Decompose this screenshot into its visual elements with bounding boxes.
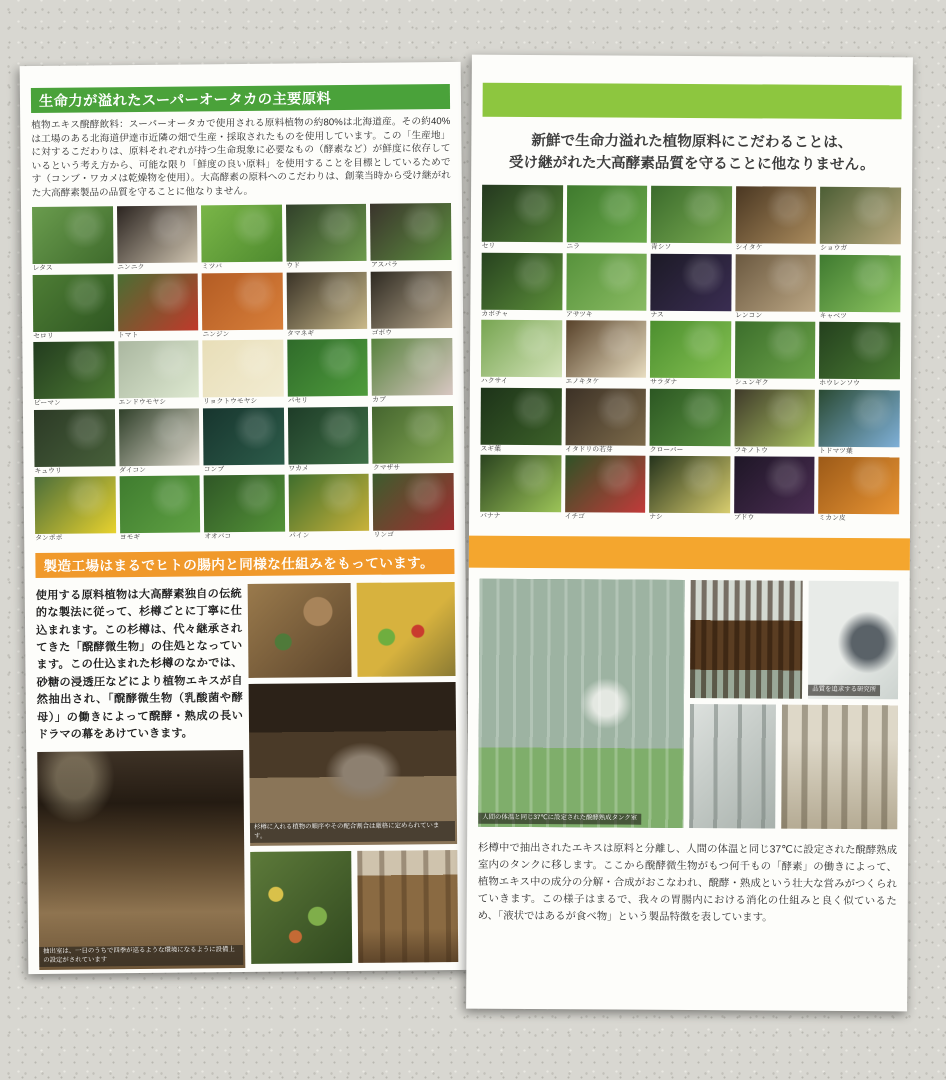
ingredient-photo bbox=[819, 457, 900, 514]
ingredient-label: キャベツ bbox=[819, 312, 847, 320]
ingredient-photo bbox=[117, 206, 198, 264]
ingredient-label: シュンギク bbox=[734, 379, 769, 387]
ingredient-photo bbox=[370, 203, 451, 261]
ingredient-label: ニンニク bbox=[117, 264, 145, 272]
ingredient-cell bbox=[32, 206, 113, 273]
ingredient-label: ブドウ bbox=[733, 514, 755, 522]
ingredient-cell bbox=[33, 341, 114, 408]
brochure-left-page bbox=[20, 62, 470, 974]
ingredient-cell bbox=[735, 322, 816, 389]
ingredient-cell bbox=[288, 474, 369, 541]
ingredient-cell bbox=[118, 341, 199, 408]
ingredient-photo bbox=[32, 206, 113, 264]
ingredient-photo bbox=[118, 341, 199, 399]
ingredient-label: サラダナ bbox=[650, 379, 678, 387]
ingredient-label: タンポポ bbox=[35, 534, 63, 543]
barrel-rows-photo bbox=[357, 850, 459, 963]
ingredient-photo bbox=[735, 322, 816, 379]
ingredient-cell bbox=[201, 205, 282, 272]
ingredient-photo bbox=[203, 407, 284, 465]
ingredient-photo bbox=[482, 185, 563, 242]
ingredient-photo bbox=[117, 273, 198, 331]
ingredient-label: ゴボウ bbox=[371, 329, 393, 337]
ingredient-label: オオバコ bbox=[204, 533, 232, 541]
ingredient-label: セリ bbox=[481, 243, 496, 251]
barrel-filling-caption: 杉樽に入れる植物の順序やその配合割合は厳格に定められています。 bbox=[250, 821, 455, 843]
ingredient-label: カボチャ bbox=[481, 310, 509, 318]
ingredient-cell bbox=[202, 340, 283, 407]
ingredient-cell bbox=[565, 388, 646, 455]
ingredient-label: バナナ bbox=[480, 513, 501, 521]
right-orange-band bbox=[469, 535, 910, 570]
ingredient-photo bbox=[33, 274, 114, 332]
ingredient-photo bbox=[481, 388, 562, 445]
ingredient-label: カブ bbox=[372, 396, 386, 404]
ingredient-photo bbox=[481, 320, 562, 377]
extraction-room-photo bbox=[37, 750, 245, 970]
ingredient-label: エンドウモヤシ bbox=[118, 398, 167, 407]
ingredient-cell bbox=[286, 271, 367, 338]
brochure-right-page bbox=[466, 55, 913, 1012]
ingredient-photo bbox=[650, 389, 731, 446]
ingredient-cell bbox=[373, 473, 454, 540]
ingredient-cell bbox=[33, 274, 114, 341]
ingredient-photo bbox=[202, 272, 283, 330]
ingredient-label: ニラ bbox=[566, 243, 580, 251]
ingredient-label: ピーマン bbox=[33, 399, 61, 408]
right-factory-photo-row-bottom bbox=[689, 704, 898, 829]
ingredient-label: ミツバ bbox=[201, 263, 223, 271]
ingredient-cell bbox=[650, 254, 731, 321]
ingredient-cell bbox=[565, 456, 646, 523]
ingredient-label: ウド bbox=[286, 262, 301, 270]
ingredient-label: ハクサイ bbox=[480, 378, 508, 386]
ingredient-photo bbox=[372, 406, 453, 464]
right-factory-photo-row-top bbox=[690, 580, 899, 699]
ingredient-cell bbox=[480, 388, 561, 455]
ingredient-photo bbox=[566, 321, 647, 378]
bottling-line-photo bbox=[690, 580, 803, 699]
ingredient-label: スギ葉 bbox=[480, 445, 501, 453]
ingredient-label: アサツキ bbox=[565, 311, 593, 319]
ingredient-cell bbox=[371, 271, 452, 338]
ingredient-photo bbox=[202, 340, 283, 398]
ingredient-label: 青シソ bbox=[650, 244, 672, 252]
left-factory-section bbox=[36, 582, 459, 970]
right-factory-section bbox=[478, 579, 899, 830]
ingredient-photo bbox=[204, 475, 285, 533]
ingredient-label: セロリ bbox=[33, 332, 54, 340]
ingredient-cell bbox=[566, 253, 647, 320]
ingredient-cell bbox=[735, 254, 816, 321]
right-green-band bbox=[483, 83, 902, 120]
ingredient-cell bbox=[736, 187, 817, 254]
ingredient-photo bbox=[651, 254, 732, 311]
left-factory-photo-column bbox=[248, 582, 459, 968]
left-factory-header-bar bbox=[35, 549, 454, 578]
left-factory-paragraph: 使用する原料植物は大高酵素独自の伝統的な製法に従って、杉樽ごとに丁寧に仕込まれます。この杉樽は、代々継承されてきた「醗酵微生物」の住処となっています。この仕込まれた杉樽のなかでは、砂糖の浸透圧などにより植物エキスが自然抽出され、「醗酵微生物（乳酸菌や酵母）」の働きによって醗酵・熟成の長いドラマの幕をあけていきます。 bbox=[35, 587, 243, 742]
quality-lab-photo bbox=[808, 581, 899, 700]
left-intro-paragraph: 植物エキス醗酵飲料：スーパーオータカで使用される原料植物の約80%は北海道産。その約40%は工場のある北海道伊達市近隣の畑で生産・採取されたものを使用しています。この「生産地」に対するこだわりは、原料それぞれが持つ生命現象に必要なもの（酵素など）が鮮度に依存しているという考え方から、可能な限り「鮮度の良い原料」を使用することを目標としているためです（コンブ・ワカメは乾燥物を使用）。大高酵素の原料へのこだわりは、創業当時から受け継がれた大高酵素製品の品質を守ることに他なりません。 bbox=[31, 116, 451, 199]
ingredient-cell bbox=[204, 475, 285, 542]
ingredient-cell bbox=[650, 389, 731, 456]
ingredient-cell bbox=[370, 203, 451, 270]
left-factory-text-column bbox=[36, 584, 246, 970]
ingredient-photo bbox=[288, 474, 369, 532]
ingredient-photo bbox=[819, 322, 900, 379]
ingredient-label: パセリ bbox=[287, 397, 309, 405]
right-headline-line2: 受け継がれた大高酵素品質を守ることに他なりません。 bbox=[508, 155, 875, 174]
ingredient-cell bbox=[480, 455, 561, 522]
ingredient-photo bbox=[820, 187, 901, 244]
ingredient-photo bbox=[371, 271, 452, 329]
ingredient-label: ナシ bbox=[649, 514, 663, 522]
quality-lab-caption: 品質を追求する研究所 bbox=[808, 685, 880, 696]
ingredient-label: コンブ bbox=[203, 465, 225, 473]
ingredient-label: パイン bbox=[288, 532, 310, 540]
ingredient-label: トマト bbox=[117, 331, 139, 339]
ingredient-cell bbox=[566, 186, 647, 253]
ingredient-cell bbox=[372, 338, 453, 405]
ingredient-cell bbox=[286, 204, 367, 271]
ingredient-cell bbox=[650, 321, 731, 388]
ingredient-cell bbox=[482, 185, 563, 252]
ingredient-cell bbox=[481, 253, 562, 320]
filling-machinery-photo bbox=[781, 704, 898, 829]
ingredient-label: イチゴ bbox=[564, 513, 585, 521]
ingredient-photo bbox=[649, 456, 730, 513]
ingredient-label: ホウレンソウ bbox=[819, 380, 860, 388]
ingredient-cell bbox=[565, 321, 646, 388]
right-headline bbox=[471, 130, 912, 177]
ingredient-photo bbox=[481, 253, 562, 310]
ingredient-photo bbox=[201, 205, 282, 263]
wooden-tubs-photo bbox=[248, 583, 352, 678]
ingredient-cell bbox=[288, 406, 369, 473]
ingredient-label: ナス bbox=[650, 311, 664, 319]
ingredient-photo bbox=[566, 186, 647, 243]
ingredient-label: トドマツ葉 bbox=[818, 447, 853, 455]
ingredient-cell bbox=[820, 255, 901, 322]
ingredient-label: エノキタケ bbox=[565, 378, 600, 386]
ingredient-label: リンゴ bbox=[373, 531, 394, 539]
ingredient-photo bbox=[565, 456, 646, 513]
ingredient-label: キュウリ bbox=[34, 467, 62, 475]
ingredient-label: ショウガ bbox=[820, 245, 848, 253]
ingredient-label: レンコン bbox=[735, 312, 763, 320]
ingredient-cell bbox=[734, 389, 815, 456]
ingredient-label: フキノトウ bbox=[734, 447, 768, 455]
left-factory-photo-row-bottom bbox=[250, 850, 458, 964]
ingredient-cell bbox=[34, 409, 115, 476]
ingredient-photo bbox=[820, 255, 901, 312]
ingredient-cell bbox=[649, 456, 730, 523]
ingredient-cell bbox=[119, 476, 200, 543]
left-header-bar bbox=[31, 84, 450, 113]
ingredient-cell bbox=[372, 406, 453, 473]
ingredient-label: クマザサ bbox=[372, 464, 401, 472]
ingredient-cell bbox=[119, 408, 200, 475]
ingredient-photo bbox=[373, 473, 454, 531]
ingredient-photo bbox=[651, 186, 732, 243]
ingredient-photo bbox=[734, 389, 815, 446]
ingredient-photo bbox=[734, 457, 815, 514]
right-factory-photo-column bbox=[689, 580, 899, 829]
fermentation-tank-photo bbox=[478, 579, 685, 828]
ingredient-cell bbox=[734, 457, 815, 524]
barrel-filling-workers-photo bbox=[249, 682, 458, 846]
ingredient-photo bbox=[566, 253, 647, 310]
ingredient-label: タマネギ bbox=[286, 329, 315, 338]
right-ingredient-grid bbox=[480, 185, 901, 524]
ingredient-photo bbox=[34, 409, 115, 467]
ingredient-photo bbox=[650, 321, 731, 378]
ingredient-photo bbox=[287, 339, 368, 397]
left-ingredient-grid bbox=[32, 203, 454, 544]
ingredient-label: ミカン皮 bbox=[818, 515, 846, 523]
fermentation-tank-caption: 人間の体温と同じ37℃に設定された醗酵熟成タンク室 bbox=[478, 813, 641, 825]
ingredient-label: ワカメ bbox=[288, 464, 309, 473]
ingredient-label: アスパラ bbox=[370, 261, 398, 269]
ingredient-label: シイタケ bbox=[735, 244, 763, 252]
ingredient-label: イタドリの若芽 bbox=[565, 446, 613, 454]
ingredient-photo bbox=[480, 455, 561, 512]
ingredient-photo bbox=[819, 390, 900, 447]
ingredient-cell bbox=[35, 476, 116, 543]
ingredient-cell bbox=[117, 206, 198, 273]
ingredient-cell bbox=[481, 320, 562, 387]
right-body-paragraph: 杉樽中で抽出されたエキスは原料と分離し、人間の体温と同じ37℃に設定された醗酵熟成室内のタンクに移します。ここから醗酵微生物がもつ何千もの「酵素」の働きによって、植物エキス中の成分の分解・合成がおこなわれ、醗酵・熟成という壮大な営みがつくられていきます。この様子はまるで、我々の胃腸内における消化の仕組みと良く似ているため、「液状ではあるが食べ物」という製品特徴を表しています。 bbox=[477, 842, 898, 924]
ingredient-photo bbox=[736, 187, 817, 244]
ingredient-label: レタス bbox=[32, 264, 53, 273]
left-header-text: 生命力が溢れたスーパーオータカの主要原料 bbox=[38, 90, 332, 110]
vegetable-baskets-photo bbox=[357, 582, 456, 677]
ingredient-cell bbox=[287, 339, 368, 406]
ingredient-photo bbox=[372, 338, 453, 396]
ingredient-cell bbox=[117, 273, 198, 340]
ingredient-photo bbox=[119, 408, 200, 466]
ingredient-photo bbox=[35, 476, 116, 534]
ingredient-photo bbox=[33, 341, 114, 399]
ingredient-photo bbox=[286, 204, 367, 262]
ingredient-label: ヨモギ bbox=[119, 534, 141, 542]
ingredient-label: ニンジン bbox=[202, 330, 230, 338]
ingredient-cell bbox=[819, 322, 900, 389]
ingredient-photo bbox=[119, 476, 200, 534]
extraction-room-caption: 抽出室は、一日のうちで四季が巡るような環境になるように設備上の設定がされています bbox=[39, 945, 243, 967]
ingredient-photo bbox=[735, 254, 816, 311]
ingredient-cell bbox=[818, 457, 899, 524]
stainless-equipment-photo bbox=[689, 704, 776, 829]
ingredient-cell bbox=[651, 186, 732, 253]
ingredient-photo bbox=[288, 406, 369, 464]
ingredient-cell bbox=[202, 272, 283, 339]
ingredient-cell bbox=[819, 390, 900, 457]
ingredient-cell bbox=[203, 407, 284, 474]
ingredient-label: クローバー bbox=[649, 446, 684, 454]
ingredient-photo bbox=[565, 388, 646, 445]
ingredient-label: ダイコン bbox=[119, 466, 146, 474]
ingredient-photo bbox=[286, 271, 367, 329]
plants-in-syrup-photo bbox=[250, 851, 352, 964]
ingredient-cell bbox=[820, 187, 901, 254]
right-headline-line1: 新鮮で生命力溢れた植物原料にこだわることは、 bbox=[531, 133, 853, 151]
left-factory-photo-row-top bbox=[248, 582, 456, 678]
left-factory-header-text: 製造工場はまるでヒトの腸内と同様な仕組みをもっています。 bbox=[43, 555, 435, 575]
ingredient-label: リョクトウモヤシ bbox=[203, 397, 258, 406]
